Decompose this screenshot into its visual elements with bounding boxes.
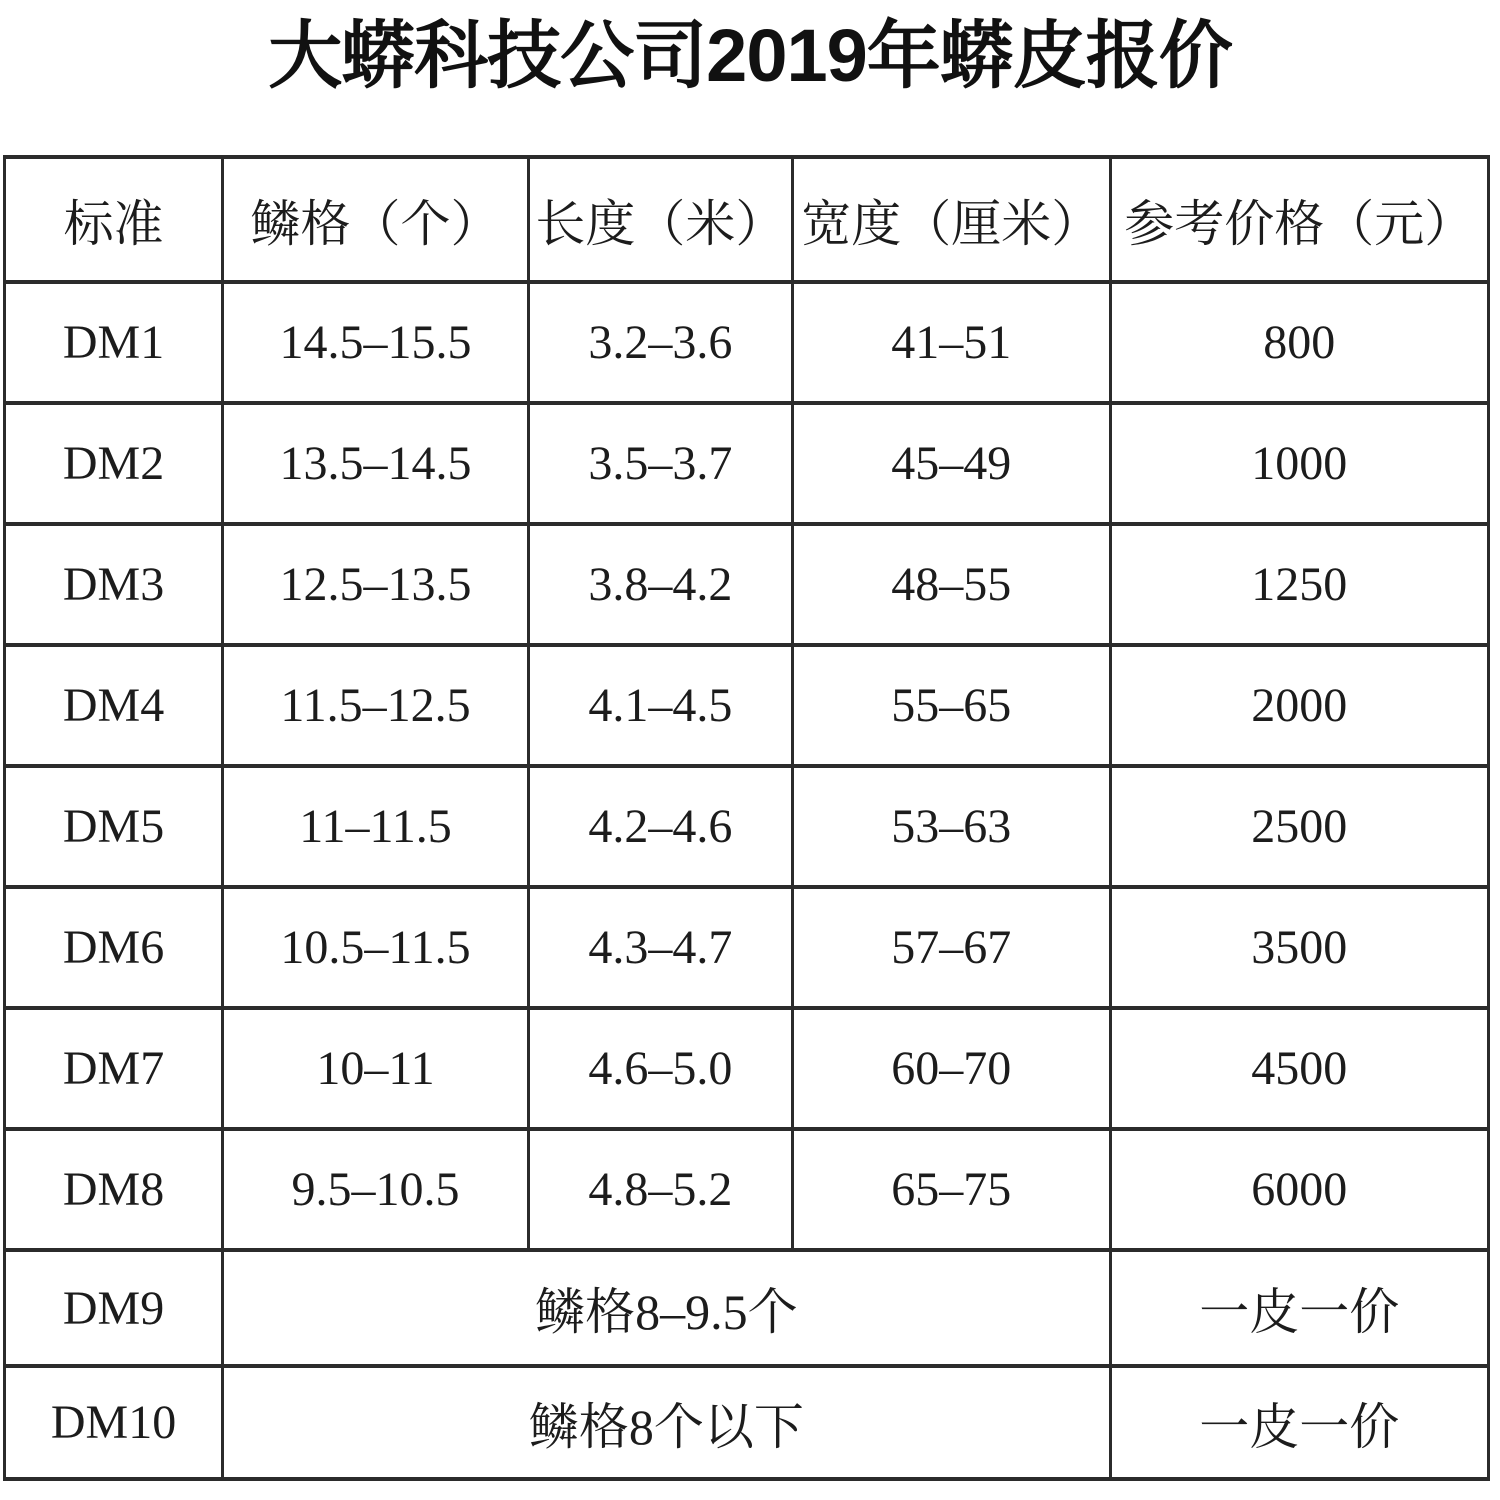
cell-width: 65–75 xyxy=(792,1129,1110,1250)
cell-length: 3.2–3.6 xyxy=(528,282,792,403)
cell-standard: DM7 xyxy=(5,1008,223,1129)
cell-length: 4.8–5.2 xyxy=(528,1129,792,1250)
cell-width: 41–51 xyxy=(792,282,1110,403)
cell-price: 一皮一价 xyxy=(1110,1250,1488,1366)
table-row-dm9 xyxy=(5,1250,1489,1366)
cell-length: 4.2–4.6 xyxy=(528,766,792,887)
table-row-dm5 xyxy=(5,766,1489,887)
cell-price: 3500 xyxy=(1110,887,1488,1008)
table-row-dm3 xyxy=(5,524,1489,645)
cell-standard: DM1 xyxy=(5,282,223,403)
col-header-standard: 标准 xyxy=(5,157,223,282)
cell-price: 6000 xyxy=(1110,1129,1488,1250)
col-header-width: 宽度（厘米） xyxy=(792,157,1110,282)
cell-width: 48–55 xyxy=(792,524,1110,645)
cell-price: 1250 xyxy=(1110,524,1488,645)
cell-standard: DM4 xyxy=(5,645,223,766)
cell-length: 3.5–3.7 xyxy=(528,403,792,524)
cell-length: 3.8–4.2 xyxy=(528,524,792,645)
cell-merged-description: 鳞格8–9.5个 xyxy=(223,1250,1110,1366)
cell-width: 53–63 xyxy=(792,766,1110,887)
table-row-dm1 xyxy=(5,282,1489,403)
table-row-dm10 xyxy=(5,1366,1489,1479)
cell-length: 4.6–5.0 xyxy=(528,1008,792,1129)
header-row xyxy=(5,157,1489,282)
cell-standard: DM8 xyxy=(5,1129,223,1250)
price-table xyxy=(3,155,1490,1481)
cell-standard: DM3 xyxy=(5,524,223,645)
cell-price: 2500 xyxy=(1110,766,1488,887)
cell-length: 4.3–4.7 xyxy=(528,887,792,1008)
table-header xyxy=(5,157,1489,282)
table-row-dm4 xyxy=(5,645,1489,766)
cell-width: 60–70 xyxy=(792,1008,1110,1129)
cell-scale-count: 11.5–12.5 xyxy=(223,645,529,766)
table-row-dm6 xyxy=(5,887,1489,1008)
cell-standard: DM6 xyxy=(5,887,223,1008)
col-header-price: 参考价格（元） xyxy=(1110,157,1488,282)
cell-scale-count: 11–11.5 xyxy=(223,766,529,887)
col-header-length: 长度（米） xyxy=(528,157,792,282)
cell-scale-count: 10–11 xyxy=(223,1008,529,1129)
cell-standard: DM5 xyxy=(5,766,223,887)
cell-scale-count: 12.5–13.5 xyxy=(223,524,529,645)
cell-price: 800 xyxy=(1110,282,1488,403)
cell-price: 2000 xyxy=(1110,645,1488,766)
table-row-dm2 xyxy=(5,403,1489,524)
table-body xyxy=(5,282,1489,1479)
cell-price: 一皮一价 xyxy=(1110,1366,1488,1479)
table-row-dm8 xyxy=(5,1129,1489,1250)
cell-scale-count: 10.5–11.5 xyxy=(223,887,529,1008)
cell-width: 55–65 xyxy=(792,645,1110,766)
cell-scale-count: 13.5–14.5 xyxy=(223,403,529,524)
cell-price: 4500 xyxy=(1110,1008,1488,1129)
cell-scale-count: 9.5–10.5 xyxy=(223,1129,529,1250)
page-title: 大蟒科技公司2019年蟒皮报价 xyxy=(268,14,1232,97)
cell-price: 1000 xyxy=(1110,403,1488,524)
cell-width: 45–49 xyxy=(792,403,1110,524)
cell-width: 57–67 xyxy=(792,887,1110,1008)
col-header-scale-count: 鳞格（个） xyxy=(223,157,529,282)
cell-scale-count: 14.5–15.5 xyxy=(223,282,529,403)
table-row-dm7 xyxy=(5,1008,1489,1129)
cell-standard: DM2 xyxy=(5,403,223,524)
cell-standard: DM10 xyxy=(5,1366,223,1479)
cell-length: 4.1–4.5 xyxy=(528,645,792,766)
cell-merged-description: 鳞格8个以下 xyxy=(223,1366,1110,1479)
cell-standard: DM9 xyxy=(5,1250,223,1366)
